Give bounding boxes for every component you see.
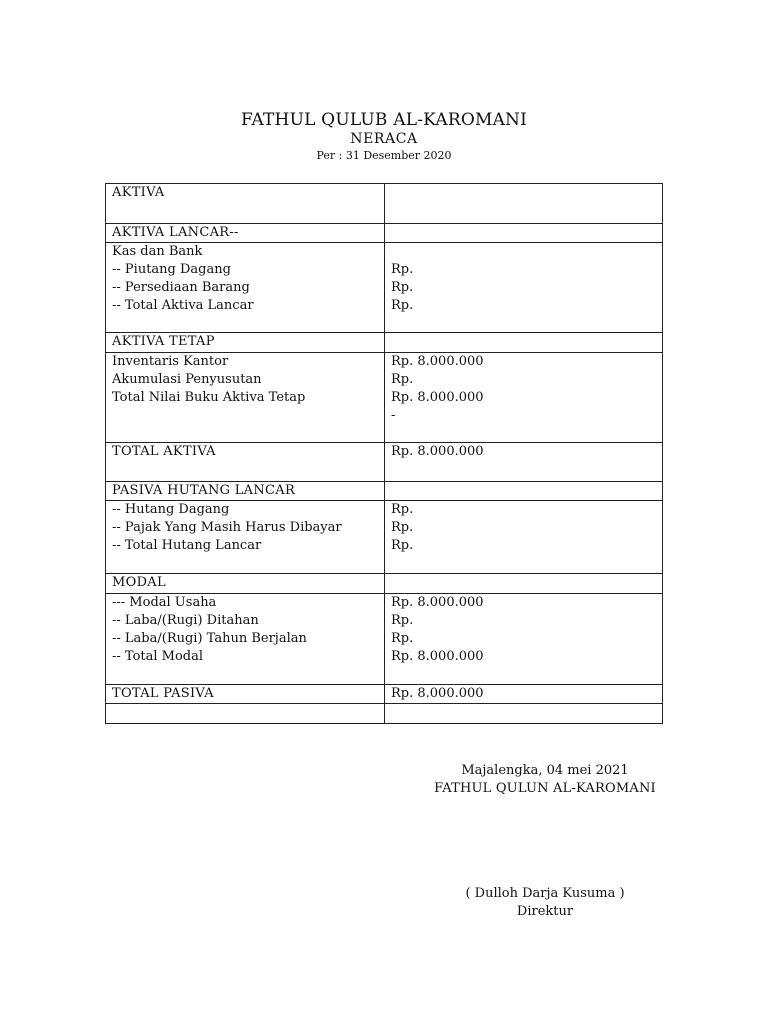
total-pasiva-label: TOTAL PASIVA xyxy=(106,685,385,704)
hutang-dagang-value: Rp. xyxy=(391,502,414,517)
modal-labels xyxy=(106,594,385,685)
empty-cell-right xyxy=(385,704,663,724)
piutang-dagang-value: Rp. xyxy=(391,262,414,277)
piutang-dagang-label: -- Piutang Dagang xyxy=(112,262,231,277)
akumulasi-penyusutan-value: Rp. xyxy=(391,372,414,387)
akumulasi-penyusutan-label: Akumulasi Penyusutan xyxy=(112,372,262,387)
total-aktiva-lancar-value: Rp. xyxy=(391,298,414,313)
total-aktiva-label: TOTAL AKTIVA xyxy=(106,443,385,482)
total-pasiva-value: Rp. 8.000.000 xyxy=(385,685,663,704)
hutang-lancar-heading-value xyxy=(385,482,663,501)
aktiva-tetap-heading-value xyxy=(385,333,663,353)
row-aktiva-tetap-items xyxy=(106,353,663,443)
balance-sheet-table xyxy=(105,183,663,724)
aktiva-tetap-labels xyxy=(106,353,385,443)
modal-heading-value xyxy=(385,574,663,594)
aktiva-lancar-values xyxy=(385,243,663,333)
row-hutang-lancar-heading xyxy=(106,482,663,501)
aktiva-label: AKTIVA xyxy=(106,184,385,224)
persediaan-barang-value: Rp. xyxy=(391,280,414,295)
signature-company: FATHUL QULUN AL-KAROMANI xyxy=(434,781,656,796)
pajak-value: Rp. xyxy=(391,520,414,535)
row-aktiva xyxy=(106,184,663,224)
inventaris-kantor-value: Rp. 8.000.000 xyxy=(391,354,484,369)
modal-values xyxy=(385,594,663,685)
total-hutang-lancar-value: Rp. xyxy=(391,538,414,553)
kas-dan-bank-label: Kas dan Bank xyxy=(112,244,203,259)
signer-name: ( Dulloh Darja Kusuma ) xyxy=(465,886,625,901)
modal-heading: MODAL xyxy=(106,574,385,594)
total-aktiva-lancar-label: -- Total Aktiva Lancar xyxy=(112,298,254,313)
row-total-pasiva xyxy=(106,685,663,704)
document-title: NERACA xyxy=(350,131,418,147)
kas-dan-bank-value xyxy=(391,243,656,261)
laba-berjalan-label: -- Laba/(Rugi) Tahun Berjalan xyxy=(112,631,307,646)
modal-usaha-label: --- Modal Usaha xyxy=(112,595,217,610)
company-title: FATHUL QULUB AL-KAROMANI xyxy=(240,110,528,130)
place-date: Majalengka, 04 mei 2021 xyxy=(461,763,629,778)
inventaris-kantor-label: Inventaris Kantor xyxy=(112,354,229,369)
aktiva-lancar-heading-value xyxy=(385,224,663,243)
hutang-dagang-label: -- Hutang Dagang xyxy=(112,502,230,517)
hutang-lancar-labels xyxy=(106,501,385,574)
total-hutang-lancar-label: -- Total Hutang Lancar xyxy=(112,538,262,553)
total-modal-value: Rp. 8.000.000 xyxy=(391,649,484,664)
aktiva-lancar-labels xyxy=(106,243,385,333)
modal-usaha-value: Rp. 8.000.000 xyxy=(391,595,484,610)
row-aktiva-lancar-items xyxy=(106,243,663,333)
aktiva-tetap-values xyxy=(385,353,663,443)
row-total-aktiva xyxy=(106,443,663,482)
total-modal-label: -- Total Modal xyxy=(112,649,204,664)
aktiva-tetap-heading: AKTIVA TETAP xyxy=(106,333,385,353)
aktiva-value xyxy=(385,184,663,224)
row-aktiva-lancar-heading xyxy=(106,224,663,243)
total-aktiva-value: Rp. 8.000.000 xyxy=(385,443,663,482)
laba-ditahan-label: -- Laba/(Rugi) Ditahan xyxy=(112,613,259,628)
persediaan-barang-label: -- Persediaan Barang xyxy=(112,280,250,295)
period-date: Per : 31 Desember 2020 xyxy=(316,149,452,162)
hutang-lancar-heading: PASIVA HUTANG LANCAR xyxy=(106,482,385,501)
row-modal-items xyxy=(106,594,663,685)
aktiva-lancar-heading: AKTIVA LANCAR-- xyxy=(106,224,385,243)
total-nilai-buku-label: Total Nilai Buku Aktiva Tetap xyxy=(112,390,306,405)
row-empty xyxy=(106,704,663,724)
pajak-label: -- Pajak Yang Masih Harus Dibayar xyxy=(112,520,342,535)
total-nilai-buku-value: Rp. 8.000.000 xyxy=(391,390,484,405)
row-modal-heading xyxy=(106,574,663,594)
aktiva-tetap-dash: - xyxy=(391,408,396,423)
row-hutang-lancar-items xyxy=(106,501,663,574)
laba-ditahan-value: Rp. xyxy=(391,613,414,628)
signer-role: Direktur xyxy=(516,904,574,919)
row-aktiva-tetap-heading xyxy=(106,333,663,353)
hutang-lancar-values xyxy=(385,501,663,574)
laba-berjalan-value: Rp. xyxy=(391,631,414,646)
empty-cell-left xyxy=(106,704,385,724)
